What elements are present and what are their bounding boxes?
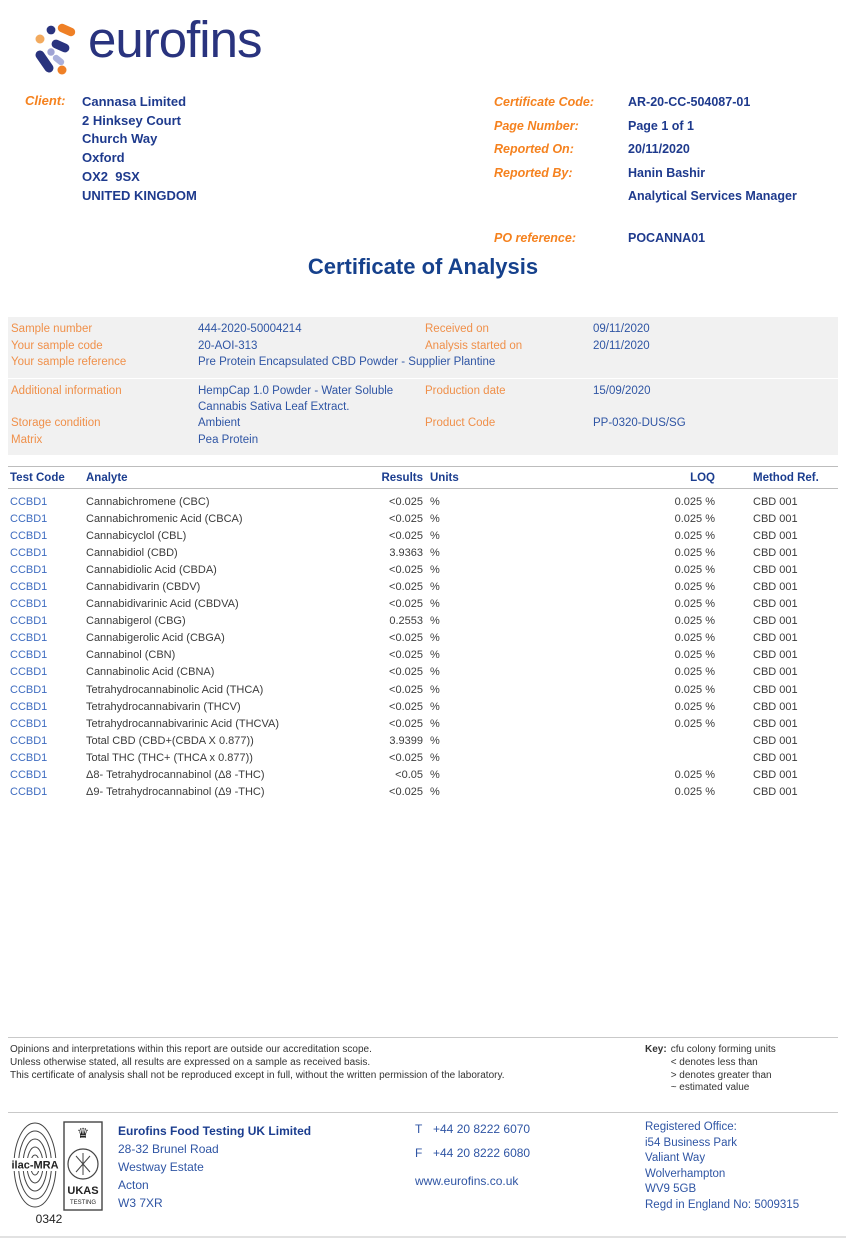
info-label: Additional information	[11, 385, 122, 397]
disclaimer-line: Opinions and interpretations within this report are outside our accreditation scope.	[10, 1044, 372, 1055]
table-row	[8, 630, 838, 647]
registered-office-line: i54 Business Park	[645, 1136, 738, 1149]
table-row	[8, 510, 838, 527]
cell-analyte: Cannabigerolic Acid (CBGA)	[86, 632, 225, 645]
table-row	[8, 527, 838, 544]
cell-analyte: Tetrahydrocannabinolic Acid (THCA)	[86, 683, 264, 696]
cell-units: %	[430, 598, 440, 611]
sample-code: 20-AOI-313	[198, 339, 258, 352]
cell-method-ref: CBD 001	[753, 546, 798, 559]
cell-units: %	[430, 751, 440, 764]
po-reference: POCANNA01	[628, 231, 706, 245]
reported-by-name: Hanin Bashir	[628, 165, 706, 180]
cell-method-ref: CBD 001	[753, 563, 798, 576]
cell-test-code: CCBD1	[10, 598, 48, 611]
info-label: Storage condition	[11, 417, 101, 429]
cell-test-code: CCBD1	[10, 529, 48, 542]
table-row	[8, 715, 838, 732]
header-units: Units	[430, 471, 459, 484]
cell-test-code: CCBD1	[10, 649, 48, 662]
cell-test-code: CCBD1	[10, 700, 48, 713]
table-row	[8, 664, 838, 681]
fax-number: +44 20 8222 6080	[433, 1146, 531, 1160]
cell-loq: 0.025 %	[674, 563, 715, 576]
cell-results: <0.025	[389, 717, 423, 730]
cell-loq: 0.025 %	[674, 683, 715, 696]
product-code: PP-0320-DUS/SG	[593, 417, 686, 429]
cell-units: %	[430, 632, 440, 645]
cell-results: <0.025	[389, 700, 423, 713]
cell-method-ref: CBD 001	[753, 717, 798, 730]
additional-information: HempCap 1.0 Powder - Water Soluble Cannabis Sativa Leaf Extract.	[198, 385, 394, 413]
client-address-line: Oxford	[82, 150, 125, 166]
company-address-line: W3 7XR	[118, 1196, 163, 1210]
accreditation-logos	[12, 1120, 112, 1217]
table-row	[8, 681, 838, 698]
cell-results: <0.025	[389, 666, 423, 679]
reported-on-date: 20/11/2020	[628, 142, 690, 156]
table-row	[8, 647, 838, 664]
cell-results: <0.025	[389, 495, 423, 508]
cell-analyte: Cannabidiol (CBD)	[86, 546, 178, 559]
cell-loq: 0.025 %	[674, 495, 715, 508]
certificate-meta	[494, 93, 834, 253]
cell-analyte: Cannabicyclol (CBL)	[86, 529, 187, 542]
table-row	[8, 578, 838, 595]
info-label: Production date	[425, 385, 506, 397]
cell-method-ref: CBD 001	[753, 769, 798, 782]
client-address-line: Church Way	[82, 131, 158, 147]
client-address-line: UNITED KINGDOM	[82, 187, 197, 203]
cell-test-code: CCBD1	[10, 683, 48, 696]
cell-analyte: Cannabinol (CBN)	[86, 649, 176, 662]
meta-label: Page Number:	[494, 118, 579, 133]
cell-results: <0.025	[389, 563, 423, 576]
table-row	[8, 749, 838, 766]
table-row	[8, 784, 838, 801]
cell-test-code: CCBD1	[10, 717, 48, 730]
header-analyte: Analyte	[86, 471, 128, 484]
table-row	[8, 698, 838, 715]
registered-office-title: Registered Office:	[645, 1121, 737, 1133]
cell-test-code: CCBD1	[10, 546, 48, 559]
telephone-prefix: T	[415, 1122, 423, 1136]
client-label: Client:	[25, 93, 66, 108]
disclaimer-line: Unless otherwise stated, all results are expressed on a sample as received basis.	[10, 1056, 371, 1068]
registered-office-line: Valiant Way	[645, 1152, 706, 1164]
client-address-line: 2 Hinksey Court	[82, 112, 181, 128]
cell-units: %	[430, 563, 440, 576]
key-line: < denotes less than	[670, 1056, 758, 1068]
cell-results: <0.05	[395, 769, 423, 782]
cell-test-code: CCBD1	[10, 632, 48, 645]
cell-units: %	[430, 649, 440, 662]
results-table-body	[8, 489, 838, 801]
meta-row-certificate-code	[494, 93, 834, 111]
cell-loq: 0.025 %	[674, 666, 715, 679]
cell-test-code: CCBD1	[10, 581, 48, 594]
info-label: Product Code	[425, 417, 496, 429]
cell-test-code: CCBD1	[10, 666, 48, 679]
cell-results: <0.025	[389, 786, 423, 799]
registered-office-line: Regd in England No: 5009315	[645, 1198, 800, 1211]
cell-results: <0.025	[389, 512, 423, 525]
table-row	[8, 561, 838, 578]
cell-results: <0.025	[389, 632, 423, 645]
info-label: Received on	[425, 323, 489, 335]
cell-method-ref: CBD 001	[753, 734, 798, 747]
client-address-line: OX2 9SX	[82, 168, 140, 184]
header-test-code: Test Code	[10, 471, 65, 484]
cell-results: <0.025	[389, 683, 423, 696]
cell-analyte: Cannabichromenic Acid (CBCA)	[86, 512, 243, 525]
svg-text:TESTING: TESTING	[69, 1200, 97, 1206]
cell-test-code: CCBD1	[10, 512, 48, 525]
cell-units: %	[430, 734, 440, 747]
cell-results: 0.2553	[389, 615, 423, 628]
cell-analyte: Cannabidivarin (CBDV)	[86, 581, 201, 594]
cell-analyte: Cannabinolic Acid (CBNA)	[86, 666, 215, 679]
info-label: Analysis started on	[425, 339, 523, 352]
cell-units: %	[430, 683, 440, 696]
cell-analyte: Cannabichromene (CBC)	[86, 495, 210, 508]
cell-method-ref: CBD 001	[753, 649, 798, 662]
results-table	[8, 466, 838, 801]
cell-analyte: Cannabigerol (CBG)	[86, 615, 186, 628]
cell-results: 3.9399	[389, 734, 423, 747]
company-address-line: 28-32 Brunel Road	[118, 1142, 219, 1156]
cell-method-ref: CBD 001	[753, 666, 798, 679]
meta-row-page-number	[494, 117, 834, 135]
telephone-row	[415, 1122, 530, 1136]
cell-method-ref: CBD 001	[753, 786, 798, 799]
ukas-icon	[64, 1122, 102, 1210]
sample-info-block-1	[8, 317, 838, 378]
cell-units: %	[430, 769, 440, 782]
ukas-accreditation-number: 0342	[35, 1212, 63, 1226]
page-title: Certificate of Analysis	[307, 254, 539, 279]
cell-analyte: Total CBD (CBD+(CBDA X 0.877))	[86, 734, 254, 747]
registered-office-line: WV9 5GB	[645, 1183, 697, 1195]
cell-method-ref: CBD 001	[753, 598, 798, 611]
cell-method-ref: CBD 001	[753, 495, 798, 508]
meta-row-po-reference	[494, 229, 834, 247]
cell-analyte: Cannabidivarinic Acid (CBDVA)	[86, 598, 239, 611]
table-row	[8, 544, 838, 561]
key-line: cfu colony forming units	[670, 1044, 776, 1055]
cell-loq: 0.025 %	[674, 598, 715, 611]
fax-row	[415, 1146, 530, 1160]
meta-label: Reported On:	[494, 142, 574, 156]
disclaimer-text	[10, 1044, 505, 1082]
results-table-header	[8, 466, 838, 489]
svg-text:♛: ♛	[76, 1125, 90, 1141]
cell-loq: 0.025 %	[674, 546, 715, 559]
cell-loq: 0.025 %	[674, 769, 715, 782]
header-results: Results	[381, 471, 423, 484]
meta-label: Reported By:	[494, 165, 573, 180]
client-address	[82, 93, 197, 205]
sample-number: 444-2020-50004214	[198, 323, 302, 335]
cell-analyte: Cannabidiolic Acid (CBDA)	[86, 563, 217, 576]
cell-results: 3.9363	[389, 546, 423, 559]
cell-loq: 0.025 %	[674, 615, 715, 628]
cell-analyte: Δ8- Tetrahydrocannabinol (Δ8 -THC)	[86, 769, 265, 782]
company-name: Eurofins Food Testing UK Limited	[118, 1124, 312, 1138]
info-label: Your sample reference	[11, 356, 127, 368]
cell-loq: 0.025 %	[674, 529, 715, 542]
svg-text:UKAS: UKAS	[67, 1185, 99, 1197]
cell-results: <0.025	[389, 649, 423, 662]
svg-text:ilac-MRA: ilac-MRA	[12, 1159, 59, 1172]
cell-units: %	[430, 666, 440, 679]
cell-loq: 0.025 %	[674, 717, 715, 730]
eurofins-logo	[26, 4, 326, 76]
cell-test-code: CCBD1	[10, 495, 48, 508]
cell-method-ref: CBD 001	[753, 512, 798, 525]
disclaimer-line: This certificate of analysis shall not be reproduced except in full, without the written permission of the laboratory.	[10, 1069, 505, 1081]
sample-reference: Pre Protein Encapsulated CBD Powder - Supplier Plantine	[198, 356, 496, 368]
table-row	[8, 596, 838, 613]
reported-by-title: Analytical Services Manager	[628, 189, 797, 203]
cell-loq: 0.025 %	[674, 649, 715, 662]
production-date: 15/09/2020	[593, 385, 651, 397]
cell-units: %	[430, 529, 440, 542]
cell-test-code: CCBD1	[10, 615, 48, 628]
meta-row-reported-by-title	[494, 187, 834, 205]
registered-office-line: Wolverhampton	[645, 1167, 726, 1180]
table-row	[8, 732, 838, 749]
cell-loq: 0.025 %	[674, 581, 715, 594]
meta-row-reported-on	[494, 140, 834, 158]
storage-condition: Ambient	[198, 417, 241, 429]
cell-method-ref: CBD 001	[753, 615, 798, 628]
meta-row-reported-by	[494, 164, 834, 182]
cell-units: %	[430, 717, 440, 730]
cell-results: <0.025	[389, 581, 423, 594]
client-block	[25, 93, 197, 205]
header-method-ref: Method Ref.	[753, 471, 819, 484]
analysis-started-date: 20/11/2020	[593, 339, 650, 352]
header-loq: LOQ	[690, 471, 715, 484]
cell-units: %	[430, 700, 440, 713]
cell-units: %	[430, 786, 440, 799]
cell-analyte: Tetrahydrocannabivarinic Acid (THCVA)	[86, 717, 279, 730]
cell-loq: 0.025 %	[674, 512, 715, 525]
cell-analyte: Δ9- Tetrahydrocannabinol (Δ9 -THC)	[86, 786, 265, 799]
fax-prefix: F	[415, 1146, 423, 1160]
eurofins-swirl-icon	[26, 6, 88, 76]
meta-label: Certificate Code:	[494, 95, 595, 109]
table-row	[8, 493, 838, 510]
meta-label: PO reference:	[494, 231, 576, 245]
info-label: Sample number	[11, 323, 93, 335]
cell-method-ref: CBD 001	[753, 529, 798, 542]
certificate-code: AR-20-CC-504087-01	[628, 95, 751, 109]
cell-method-ref: CBD 001	[753, 700, 798, 713]
cell-results: <0.025	[389, 598, 423, 611]
cell-analyte: Tetrahydrocannabivarin (THCV)	[86, 700, 241, 713]
cell-analyte: Total THC (THC+ (THCA x 0.877))	[86, 751, 253, 764]
cell-test-code: CCBD1	[10, 751, 48, 764]
cell-test-code: CCBD1	[10, 786, 48, 799]
cell-results: <0.025	[389, 529, 423, 542]
footer-divider-top	[8, 1037, 838, 1038]
website-link: www.eurofins.co.uk	[415, 1174, 519, 1188]
cell-units: %	[430, 581, 440, 594]
cell-loq: 0.025 %	[674, 786, 715, 799]
cell-units: %	[430, 546, 440, 559]
sample-info-block-2	[8, 379, 838, 455]
cell-test-code: CCBD1	[10, 769, 48, 782]
company-address-block	[118, 1122, 311, 1212]
footer-divider-bottom	[8, 1112, 838, 1113]
table-row	[8, 767, 838, 784]
cell-method-ref: CBD 001	[753, 632, 798, 645]
cell-units: %	[430, 615, 440, 628]
telephone-number: +44 20 8222 6070	[433, 1122, 531, 1136]
cell-method-ref: CBD 001	[753, 581, 798, 594]
key-label: Key:	[645, 1044, 667, 1055]
cell-loq: 0.025 %	[674, 700, 715, 713]
page-number: Page 1 of 1	[628, 118, 694, 133]
registered-office-block	[645, 1120, 799, 1213]
eurofins-wordmark: eurofins	[88, 11, 262, 68]
cell-loq: 0.025 %	[674, 632, 715, 645]
cell-results: <0.025	[389, 751, 423, 764]
cell-units: %	[430, 512, 440, 525]
key-line: > denotes greater than	[670, 1069, 772, 1081]
table-row	[8, 613, 838, 630]
contact-block	[415, 1122, 530, 1188]
key-lines	[671, 1044, 776, 1095]
company-address-line: Westway Estate	[118, 1160, 204, 1174]
key-block	[645, 1044, 776, 1095]
info-label: Your sample code	[11, 339, 103, 352]
client-name: Cannasa Limited	[82, 94, 187, 109]
cell-method-ref: CBD 001	[753, 751, 798, 764]
company-address-line: Acton	[118, 1178, 149, 1192]
cell-test-code: CCBD1	[10, 563, 48, 576]
cell-method-ref: CBD 001	[753, 683, 798, 696]
key-line: ~ estimated value	[670, 1082, 750, 1094]
info-label: Matrix	[11, 433, 43, 446]
received-on-date: 09/11/2020	[593, 323, 650, 335]
cell-test-code: CCBD1	[10, 734, 48, 747]
matrix: Pea Protein	[198, 433, 259, 446]
cell-units: %	[430, 495, 440, 508]
